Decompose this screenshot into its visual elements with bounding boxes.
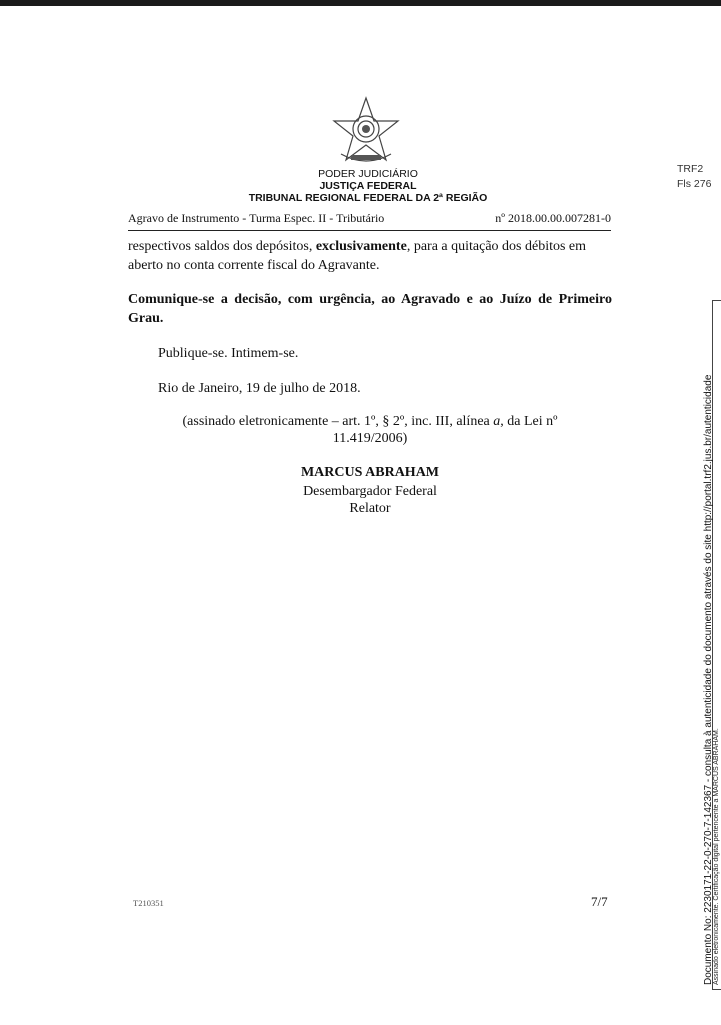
header-line-court: TRIBUNAL REGIONAL FEDERAL DA 2ª REGIÃO — [248, 192, 488, 204]
paragraph-publish: Publique-se. Intimem-se. — [158, 346, 299, 361]
header-divider — [128, 230, 611, 231]
signer-title: Desembargador Federal — [303, 484, 437, 499]
margin-court-label: TRF2 — [677, 163, 704, 175]
national-coat-of-arms-icon — [331, 96, 401, 166]
paragraph-communicate: Comunique-se a decisão, com urgência, ao Agravado e ao Juízo de Primeiro Grau. — [128, 292, 612, 326]
paragraph-place-date: Rio de Janeiro, 19 de julho de 2018. — [158, 381, 361, 396]
side-signature-note: Assinado eletronicamente. Certificação digital pertencente a MARCUS ABRAHAM. — [713, 728, 720, 985]
side-document-note: Documento No: 2230171-22-0-270-7-142367 - consulta à autenticidade do documento através do site http://portal.trf2.jus.br/autenticidade — [703, 374, 714, 985]
signer-role: Relator — [349, 501, 391, 516]
margin-folio-label: Fls 276 — [677, 178, 712, 190]
signer-name: MARCUS ABRAHAM — [300, 465, 440, 480]
electronic-signature-note: (assinado eletronicamente – art. 1º, § 2º, inc. III, alínea a, da Lei nº 11.419/2006) — [182, 414, 558, 446]
process-number: nº 2018.00.00.007281-0 — [495, 211, 611, 225]
emphasis-exclusively: exclusivamente — [315, 239, 407, 254]
paragraph-deposits: respectivos saldos dos depósitos, exclusivamente, para a quitação dos débitos em aberto no conta corrente fiscal do Agravante. — [128, 239, 587, 273]
header-line-judiciary: PODER JUDICIÁRIO — [318, 168, 418, 180]
footer-code: T210351 — [133, 898, 164, 908]
header-line-federal-justice: JUSTIÇA FEDERAL — [319, 180, 417, 192]
page-number: 7/7 — [591, 894, 608, 909]
process-type: Agravo de Instrumento - Turma Espec. II - Tributário — [128, 211, 385, 225]
top-border — [0, 0, 721, 6]
